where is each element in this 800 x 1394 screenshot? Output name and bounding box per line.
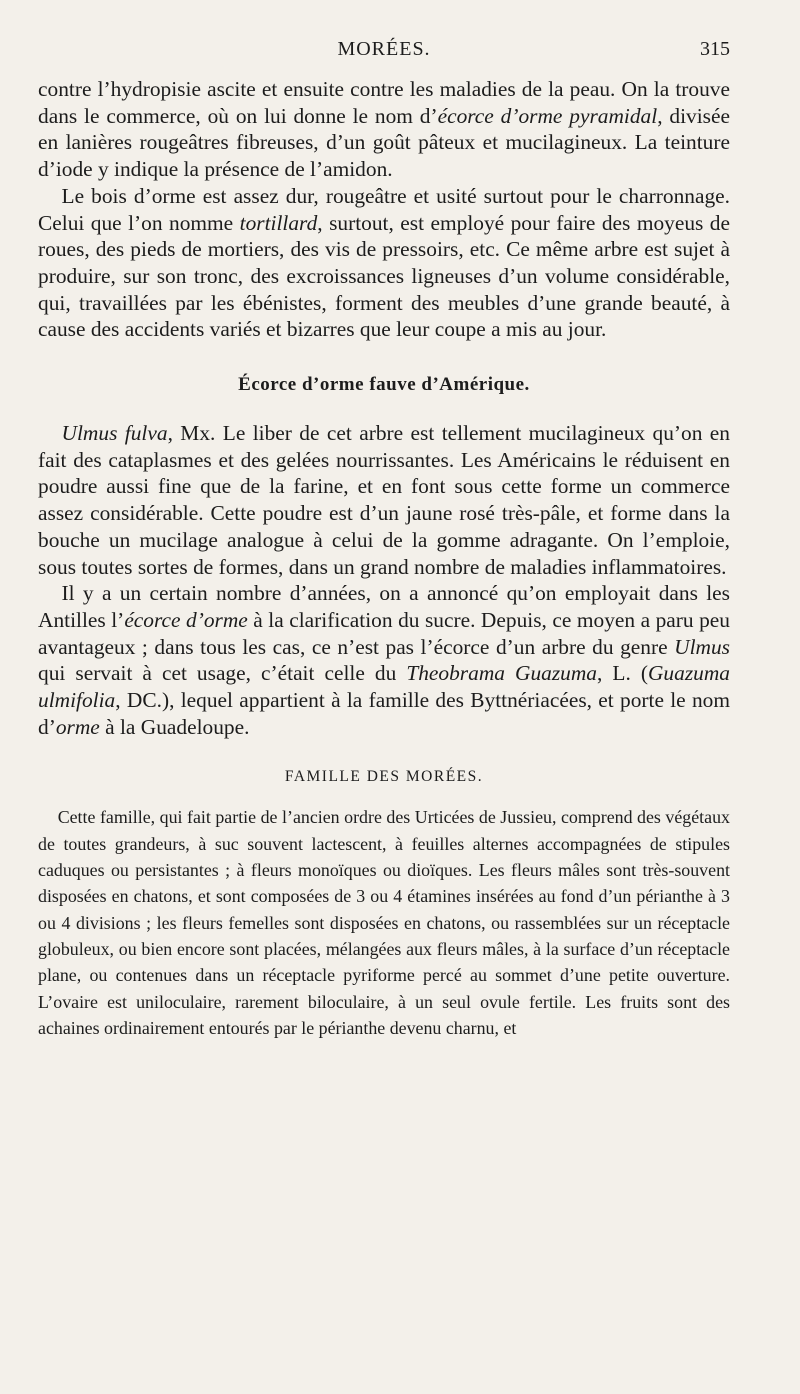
italic-run: écorce d’orme bbox=[124, 607, 248, 632]
text-run: Le bois d’orme est assez dur, rougeâtre et usité surtout pour le charronnage. Celui que l’on nomme bbox=[38, 183, 730, 235]
family-heading: FAMILLE DES MORÉES. bbox=[284, 768, 484, 786]
paragraph-hydropisie bbox=[38, 76, 730, 183]
italic-run: Ulmus fulva bbox=[61, 421, 168, 446]
paragraph-bois-d-orme bbox=[38, 183, 730, 343]
text-run: , divisée en lanières rougeâtres fibreuses, d’un goût pâteux et mucilagineux. La teinture d’iode y indique la présence de l’amidon. bbox=[38, 103, 730, 182]
text-run: , Mx. Le liber de cet arbre est tellement mucilagineux qu’on en fait des cataplasmes et des gelées nourrissantes. Les Américains le réduisent en poudre aussi fine que de la farine, et en font sous cette forme un commerce assez considérable. Cette poudre est d’un jaune rosé très-pâle, et forme dans la bouche un mucilage analogue à celui de la gomme adragante. On l’emploie, sous toutes sortes de formes, dans un grand nombre de maladies inflammatoires. bbox=[38, 421, 730, 579]
italic-run: Theobrama Guazuma bbox=[406, 661, 598, 686]
text-run: Cette famille, qui fait partie de l’ancien ordre des Urticées de Jussieu, comprend des végétaux de toutes grandeurs, à suc souvent lactescent, à feuilles alternes accompagnées de stipules caduques ou persistantes ; à fleurs monoïques ou dioïques. Les fleurs mâles sont très-souvent disposées en chatons, et sont composées de 3 ou 4 étamines insérées au fond d’un périanthe à 3 ou 4 divisions ; les fleurs femelles sont disposées en chatons, ou rassemblées sur un réceptacle globuleux, ou bien encore sont placées, mélangées aux fleurs mâles, à la surface d’un réceptacle plane, ou contenues dans un réceptacle pyriforme percé au sommet d’une petite ouverture. L’ovaire est uniloculaire, rarement biloculaire, à un seul ovule fertile. Les fruits sont des achaines ordinairement entourés par le périanthe devenu charnu, et bbox=[38, 807, 730, 1038]
running-header bbox=[38, 38, 730, 76]
italic-run: Ulmus bbox=[674, 634, 730, 659]
italic-run: orme bbox=[55, 714, 100, 739]
text-run: qui servait à cet usage, c’était celle du bbox=[38, 661, 407, 686]
text-run: , L. ( bbox=[597, 661, 648, 686]
page-number: 315 bbox=[700, 38, 730, 60]
text-run: Il y a un certain nombre d’années, on a annoncé qu’on employait dans les Antilles l’ bbox=[38, 581, 730, 632]
section-heading: Écorce d’orme fauve d’Amérique. bbox=[238, 374, 530, 396]
text-run: , DC.), lequel appartient à la famille des Byttnériacées, et porte le nom d’ bbox=[38, 688, 730, 739]
paragraph-antilles bbox=[38, 580, 730, 740]
running-title: MORÉES. bbox=[337, 38, 431, 60]
paragraph-ulmus-fulva bbox=[38, 420, 730, 580]
paragraph-famille-description bbox=[38, 804, 730, 1041]
text-run: à la Guadeloupe. bbox=[99, 714, 250, 739]
text-run: , surtout, est employé pour faire des moyeus de roues, des pieds de mortiers, des vis de pressoirs, etc. Ce même arbre est sujet à produire, sur son tronc, des excroissances ligneuses d’un volume considérable, qui, travaillées par les ébénistes, forment des meubles d’une grande beauté, à cause des accidents variés et bizarres que leur coupe a mis au jour. bbox=[38, 210, 730, 342]
text-run: à la clarification du sucre. Depuis, ce moyen a paru peu avantageux ; dans tous les cas, ce n’est pas l’écorce d’un arbre du genre bbox=[38, 607, 730, 659]
text-run: contre l’hydropisie ascite et ensuite contre les maladies de la peau. On la trouve dans le commerce, où on lui donne le nom d’ bbox=[38, 77, 730, 128]
italic-run: Guazuma ulmifolia bbox=[38, 661, 730, 713]
italic-run: tortillard bbox=[239, 210, 318, 235]
italic-run: écorce d’orme pyramidal bbox=[437, 103, 658, 128]
